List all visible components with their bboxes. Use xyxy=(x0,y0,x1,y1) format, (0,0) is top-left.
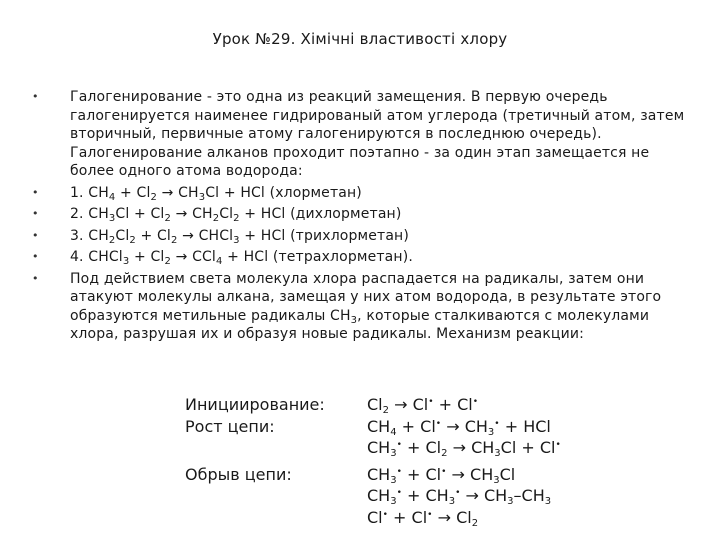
arrow-icon: → xyxy=(465,486,479,505)
mechanism-row xyxy=(185,507,561,529)
mechanism-equation: $CH_3^• + Cl_2 \to CH_3Cl + Cl^•$ xyxy=(367,438,561,459)
bullet-icon: • xyxy=(32,207,39,220)
mechanism-row xyxy=(185,416,561,438)
reaction-equation: $CH_2Cl_2 + Cl_2$ → CHCl$_3$ + HCl xyxy=(88,227,286,246)
arrow-icon: → xyxy=(446,416,460,436)
reaction-equation: CHCl$_3$ + $Cl_2 \to CCl_4$ + HCl xyxy=(88,249,269,267)
arrow-icon: → xyxy=(175,206,188,222)
slide-title: Урок №29. Хімічні властивості хлору xyxy=(212,30,508,48)
termination-label: Обрыв цепи: xyxy=(185,464,292,484)
mechanism-equation: $CH_3^• + CH_3^• \to CH_3-CH_3$ xyxy=(367,486,552,507)
radical-dot-icon: • xyxy=(441,466,447,477)
arrow-icon: → xyxy=(394,395,408,414)
product-name: (трихлорметан) xyxy=(290,227,409,244)
list-item xyxy=(30,205,690,224)
radical-dot-icon: • xyxy=(382,509,388,520)
mechanism-equation: $CH_3^• + Cl^• \to CH_3Cl$ xyxy=(367,464,516,486)
list-item xyxy=(30,270,690,344)
light-text: Под действием света молекула хлора распадается на радикалы, затем они атакуют молекулы алкана, замещая у них атом водорода, в результате этого образуются метильные радикалы $CH_3$, которые сталкиваются с молекулами хлора, разрушая их и образуя новые радикалы. Механизм реакции: xyxy=(70,270,662,342)
bullet-icon: • xyxy=(32,90,39,103)
arrow-icon: → xyxy=(452,438,466,457)
bullet-icon: • xyxy=(32,250,39,263)
arrow-icon: → xyxy=(451,464,465,484)
radical-dot-icon: • xyxy=(428,397,434,407)
arrow-icon: → xyxy=(161,184,174,201)
radical-dot-icon: • xyxy=(555,440,561,450)
mechanism-equation: $CH_4 + Cl^• \to CH_3^•$ + HCl xyxy=(367,416,551,438)
intro-text: Галогенирование - это одна из реакций замещения. В первую очередь галогенируется наименее гидрированый атом углерода (третичный атом, затем вторичный, первичные атому галогенируются в последнюю очередь). Галогенирование алканов проходит поэтапно - за один этап замещается не более одного атома водорода: xyxy=(70,89,685,179)
mechanism-row xyxy=(185,394,561,416)
product-name: (дихлорметан) xyxy=(290,206,402,222)
radical-dot-icon: • xyxy=(396,440,402,450)
bullet-icon: • xyxy=(32,228,39,242)
mechanism-row xyxy=(185,485,561,507)
list-item xyxy=(30,248,690,267)
mechanism-row xyxy=(185,464,561,486)
product-name: (тетрахлорметан). xyxy=(272,249,413,265)
reaction-equation: $CH_3Cl + Cl_2 \to CH_2Cl_2$ + HCl xyxy=(88,206,286,224)
mechanism-equation: $Cl_2 \to Cl^• + Cl^•$ xyxy=(367,395,479,416)
radical-dot-icon: • xyxy=(396,488,402,498)
list-item xyxy=(30,88,690,181)
reaction-number: 3. xyxy=(70,227,84,244)
mechanism-row xyxy=(185,437,561,459)
arrow-icon: → xyxy=(437,507,451,527)
radical-dot-icon: • xyxy=(455,488,461,498)
product-name: (хлорметан) xyxy=(269,184,362,201)
bullet-list xyxy=(30,88,690,347)
radical-dot-icon: • xyxy=(494,418,500,429)
reaction-equation: $CH_4 + Cl_2 \to CH_3Cl$ + HCl xyxy=(88,184,265,203)
reaction-number: 2. xyxy=(70,206,84,222)
bullet-icon: • xyxy=(32,185,39,199)
list-item xyxy=(30,227,690,246)
radical-dot-icon: • xyxy=(472,397,479,407)
radical-dot-icon: • xyxy=(396,466,402,477)
reaction-mechanism xyxy=(185,394,561,528)
propagation-label: Рост цепи: xyxy=(185,416,275,436)
mechanism-equation: $Cl^• + Cl^• \to Cl_2$ xyxy=(367,507,479,529)
radical-dot-icon: • xyxy=(427,509,433,520)
reaction-number: 1. xyxy=(70,184,84,201)
arrow-icon: → xyxy=(182,227,194,244)
arrow-icon: → xyxy=(175,249,188,265)
bullet-icon: • xyxy=(32,271,39,285)
initiation-label: Инициирование: xyxy=(185,395,325,414)
reaction-number: 4. xyxy=(70,249,84,265)
list-item xyxy=(30,184,690,203)
radical-dot-icon: • xyxy=(435,418,442,429)
